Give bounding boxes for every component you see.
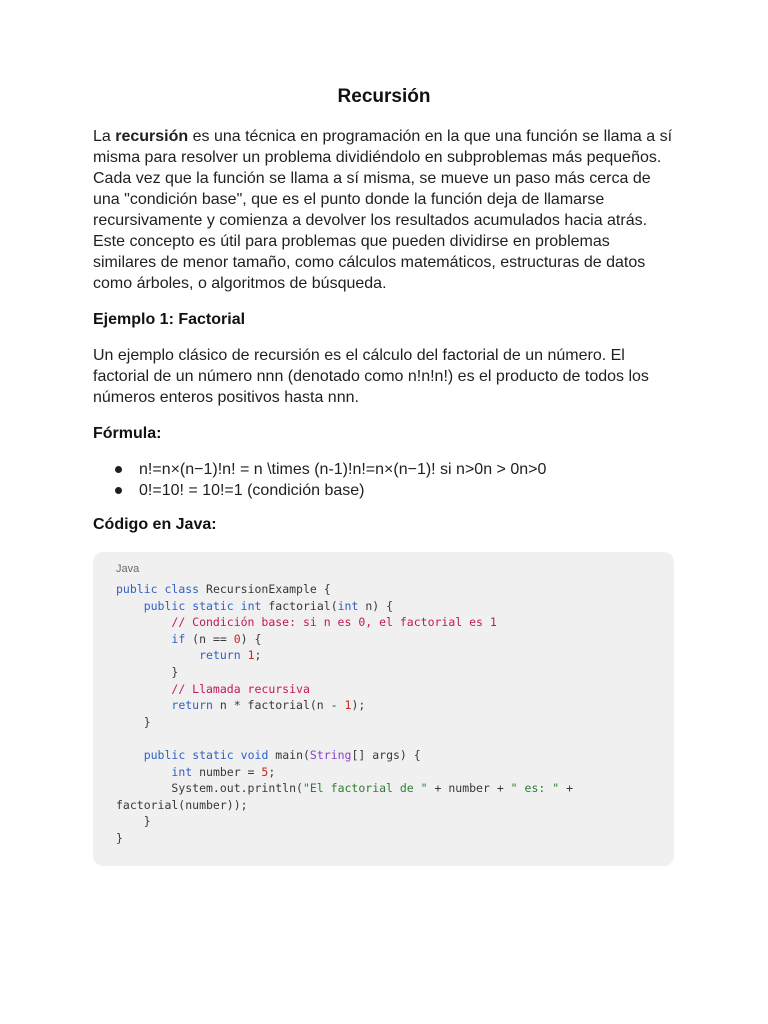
formula-list [113,459,546,501]
code-token: int [240,598,262,613]
code-token: + [559,781,573,796]
code-string: "El factorial de " [302,781,428,796]
code-comment: // Condición base: si n es 0, el factorial es 1 [171,615,497,630]
code-token: ; [254,648,262,663]
code-token: ; [268,764,276,779]
code-token: return [199,648,241,663]
formula-heading: Fórmula: [93,425,162,442]
code-token: public [116,582,158,596]
list-item [113,480,546,501]
code-comment: // Llamada recursiva [171,681,310,696]
code-token: class [164,582,200,596]
code-number: 1 [247,648,255,663]
code-token: [] args) { [351,747,421,762]
code-type: String [309,747,352,762]
formula-text: 0!=10! = 10!=1 (condición base) [139,482,365,499]
code-token: static [192,598,234,613]
example-heading: Ejemplo 1: Factorial [93,311,246,328]
code-token: ); [351,698,366,713]
list-item [113,459,546,480]
bullet-icon [115,487,122,494]
code-token: public [143,598,186,613]
code-token: } [171,664,179,679]
code-token: if [171,631,186,646]
code-token: } [143,714,151,729]
code-token: n) { [358,598,394,613]
code-token: ) { [240,631,262,646]
code-block[interactable] [93,552,674,866]
code-token: public [143,747,186,762]
code-token: } [116,830,123,845]
intro-paragraph [93,126,673,294]
intro-text-rest: es una técnica en programación en la que una función se llama a sí misma para resolver un problema dividiéndolo en subproblemas más pequeños. Cada vez que la función se llama a sí misma, se mueve un paso más cerca de una "condición base", que es el punto donde la función deja de llamarse recursivamente y comienza a devolver los resultados acumulados hacia atrás. Este concepto es útil para problemas que pueden dividirse en problemas similares de menor tamaño, como cálculos matemáticos, estructuras de datos como árboles, o algoritmos de búsqueda. [93,128,673,292]
code-token: void [240,747,269,762]
code-token: (n == [185,631,234,646]
formula-text: n!=n×(n−1)!n! = n \times (n-1)!n!=n×(n−1)! si n>0n > 0n>0 [139,461,547,478]
code-token: int [171,764,193,779]
bullet-icon [115,466,122,473]
code-token: main( [268,747,310,762]
intro-bold-term: recursión [115,128,189,145]
code-token: n * factorial(n - [212,698,345,713]
code-token: } [143,814,151,829]
code-number: 1 [344,698,352,713]
code-heading: Código en Java: [93,516,217,533]
code-token: factorial( [261,598,338,613]
code-token: static [192,747,234,762]
code-language-label: Java [116,563,140,575]
code-token: int [337,598,359,613]
code-number: 0 [233,631,241,646]
code-token: factorial(number)); [116,797,248,812]
code-token: System.out.println( [171,781,303,796]
page-title: Recursión [337,86,431,107]
code-content[interactable] [116,581,573,847]
code-string: " es: " [510,781,560,796]
intro-text-start: La [93,128,116,145]
code-token: RecursionExample { [199,582,331,596]
code-token: number = [192,764,262,779]
code-number: 5 [261,764,269,779]
code-token: + number + [427,781,511,796]
example-paragraph: Un ejemplo clásico de recursión es el cálculo del factorial de un número. El factorial de un número nnn (denotado como n!n!n!) es el producto de todos los números enteros positivos hasta nnn. [93,347,649,406]
code-token: return [171,698,213,713]
